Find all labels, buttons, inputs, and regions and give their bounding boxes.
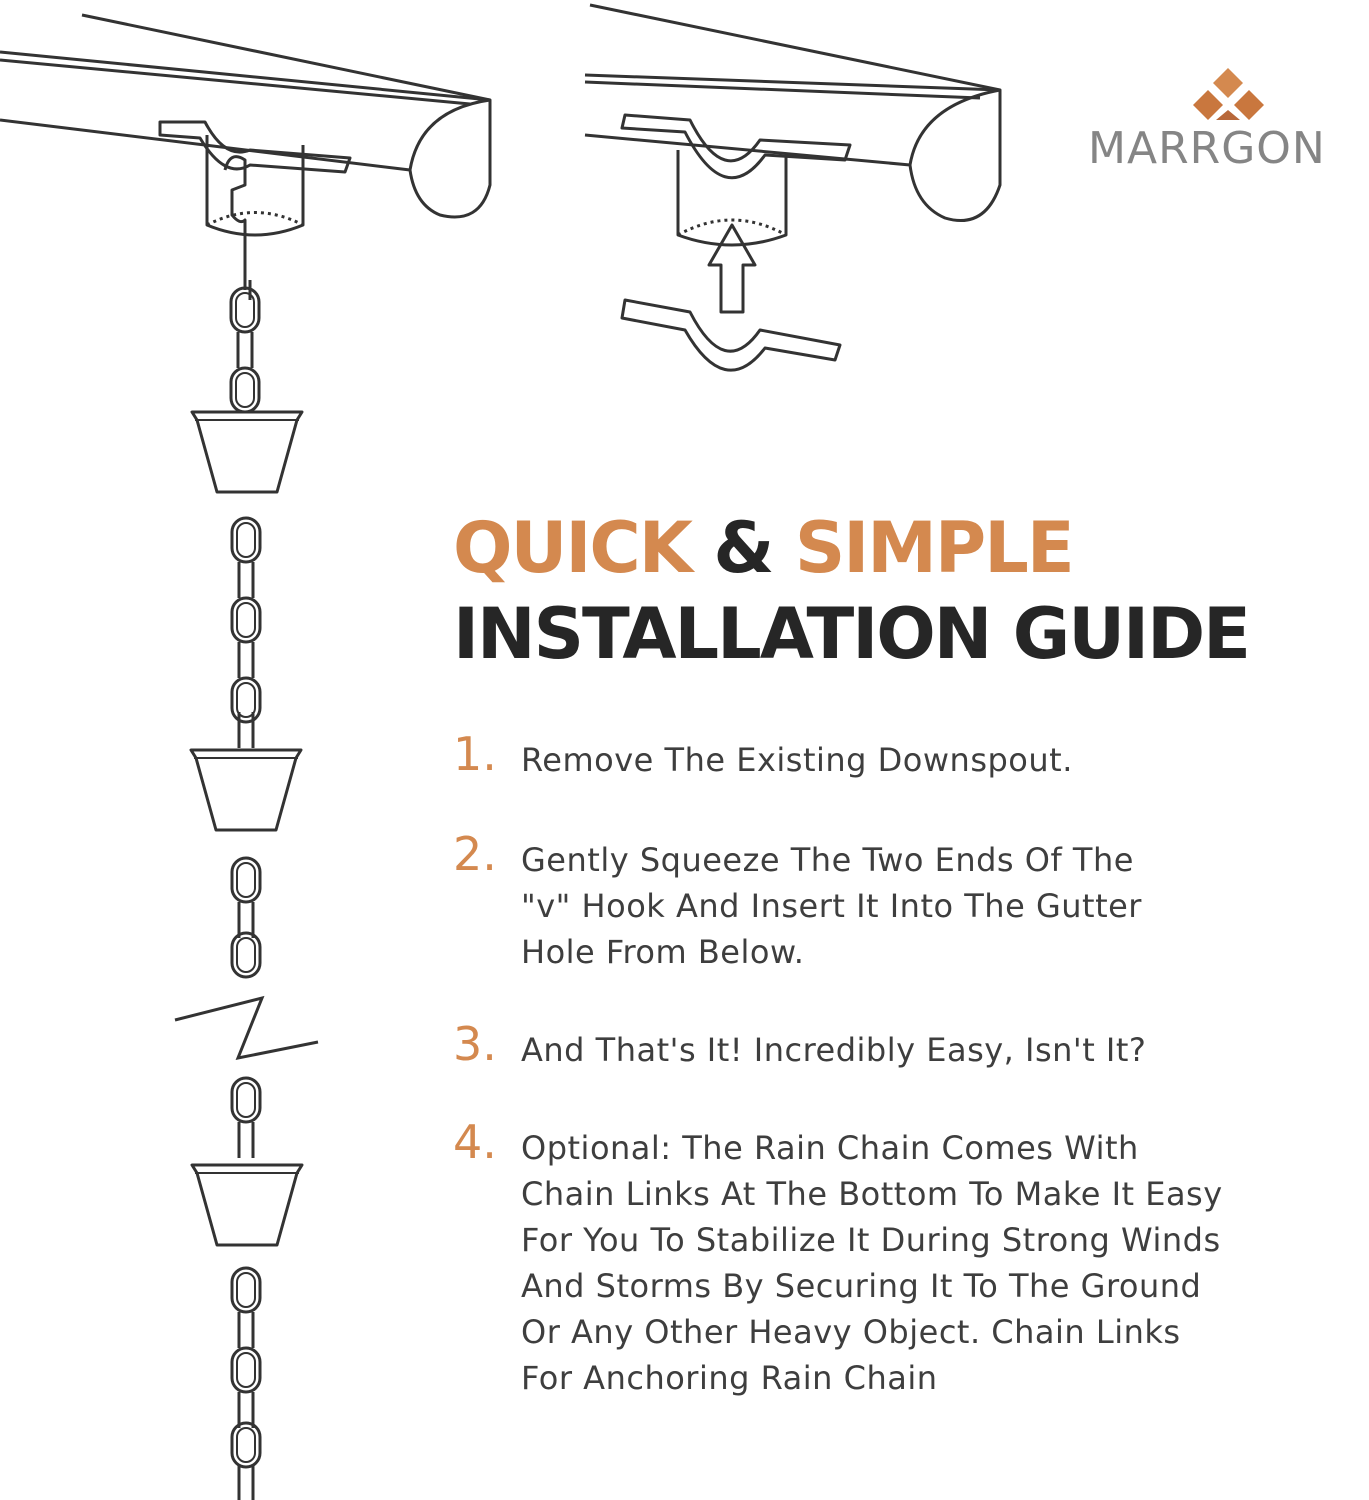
step-number: 4. — [453, 1115, 497, 1169]
brand-wordmark: MARRGON — [1088, 123, 1326, 174]
step-number: 1. — [453, 727, 497, 781]
headline-word-quick: QUICK — [453, 507, 692, 589]
step-3 — [453, 1015, 1146, 1073]
step-text: Optional: The Rain Chain Comes With Chain Links At The Bottom To Make It Easy For You To Stabilize It During Strong Winds And Storms By Securing It To The Ground Or Any Other Heavy Object. Chain Links For Anchoring Rain Chain — [521, 1129, 1223, 1397]
logo-diamond-icon — [1193, 68, 1264, 120]
headline — [453, 505, 1249, 677]
arrow-up-icon — [709, 225, 755, 312]
headline-ampersand: & — [713, 507, 773, 589]
step-4 — [453, 1113, 1223, 1401]
step-1 — [453, 725, 1073, 783]
step-text: Gently Squeeze The Two Ends Of The "v" Hook And Insert It Into The Gutter Hole From Below. — [521, 841, 1142, 971]
step-number: 3. — [453, 1017, 497, 1071]
v-hook-insert-illustration — [585, 5, 1000, 370]
step-text: Remove The Existing Downspout. — [521, 741, 1073, 779]
rain-chain-illustration — [175, 288, 318, 1500]
headline-word-simple: SIMPLE — [794, 507, 1073, 589]
headline-line1 — [453, 505, 1249, 591]
headline-line2: INSTALLATION GUIDE — [453, 593, 1250, 675]
step-2 — [453, 825, 1142, 975]
step-text: And That's It! Incredibly Easy, Isn't It? — [521, 1031, 1147, 1069]
step-number: 2. — [453, 827, 497, 881]
gutter-hook-illustration — [0, 15, 490, 300]
